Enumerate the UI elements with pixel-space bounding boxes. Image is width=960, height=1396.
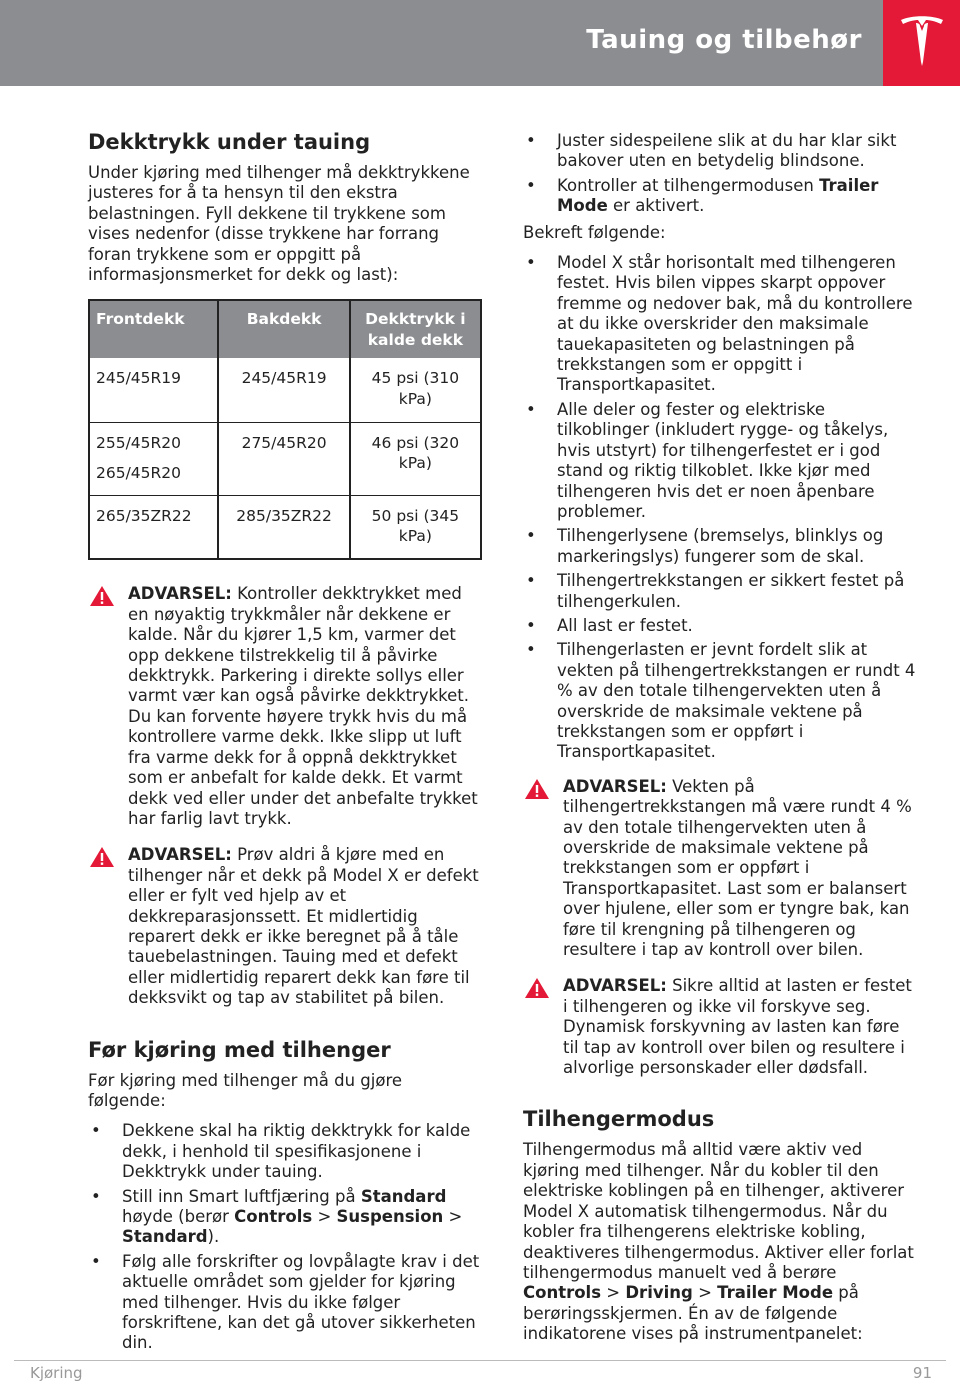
warning-block [88, 845, 484, 1008]
warning-text: Prøv aldri å kjøre med en tilhenger når et dekk på Model X er defekt eller er fylt ved hjelp av et dekkreparasjonssett. Et midlertidig reparert dekk er ikke beregnet på å tåle tauebelastningen. Tauing med et defekt eller midlertidig reparert dekk kan føre til dekksvikt og tap av stabilitet på bilen. [128, 845, 479, 1008]
list-item: • Følg alle forskrifter og lovpålagte krav i det aktuelle området som gjelder for kjøring med tilhenger. Hvis du ikke følger forskriftene, kan det gå utover sikkerheten din. [91, 1251, 480, 1353]
right-column [523, 131, 919, 1345]
left-column [88, 129, 484, 1358]
bullet-list [523, 131, 919, 217]
list-item: • Tilhengertrekkstangen er sikkert festet på tilhengerkulen. [526, 571, 905, 611]
table-cell-front-line2: 265/45R20 [96, 464, 182, 483]
warning-label: ADVARSEL: [128, 845, 232, 865]
intro-paragraph: Før kjøring med tilhenger må du gjøre følgende: [88, 1070, 403, 1110]
footer-divider [14, 1360, 946, 1361]
warning-label: ADVARSEL: [563, 776, 667, 796]
warning-label: ADVARSEL: [563, 976, 667, 996]
table-cell-front: 265/35ZR22 [89, 495, 218, 559]
list-item: • Model X står horisontalt med tilhengeren festet. Hvis bilen vippes skarpt oppover fremme og nedover bak, må du kontrollere at du ikke overskrider den maksimale tauekapasiteten og belastningen på trekkstangen som er oppgitt i Transportkapasitet. [526, 253, 913, 395]
tire-pressure-table [88, 299, 482, 560]
list-item: • All last er festet. [526, 615, 693, 635]
warning-text: Kontroller dekktrykket med en nøyaktig trykkmåler når dekkene er kalde. Når du kjører 1,5 km, varmer det opp dekkene tilstrekkelig til å påvirke dekktrykk. Parkering i direkte sollys eller varmt vær kan også påvirke dekktrykket. Du kan forvente høyere trykk hvis du må kontrollere varme dekk. Ikke slipp ut luft fra varme dekk for å oppnå dekktrykket som er anbefalt for kalde dekk. Et varmt dekk ved eller under det anbefalte trykket har farlig lavt trykk. [128, 584, 478, 828]
list-item: • Alle deler og fester og elektriske tilkoblinger (inkludert rygge- og tåkelys, hvis utstyrt) for tilhengerfestet er i god stand og riktig tilkoblet. Ikke kjør med tilhengeren hvis det er noen åpenbare problemer. [526, 399, 889, 521]
table-cell-rear: 245/45R19 [218, 358, 349, 422]
trailer-mode-paragraph: Tilhengermodus må alltid være aktiv ved kjøring med tilhenger. Når du kobler til den elektriske koblingen på en tilhenger, aktiverer Model X automatisk tilhengermodus. Når du kobler fra tilhengerens elektriske kobling, deaktiveres tilhengermodus. Aktiver eller forlat tilhengermodus manuelt ved å berøre Controls > Driving > Trailer Mode på berøringsskjermen. Én av de følgende indikatorene vises på instrumentpanelet: [523, 1140, 914, 1344]
table-header-rear: Bakdekk [218, 300, 349, 358]
table-cell-front-line1: 255/45R20 [96, 433, 182, 452]
footer-section: Kjøring [30, 1364, 83, 1382]
section-heading: Før kjøring med tilhenger [88, 1037, 391, 1062]
intro-paragraph: Under kjøring med tilhenger må dekktrykkene justeres for å ta hensyn til den ekstra belastningen. Fyll dekkene til trykkene som vises nedenfor (disse trykkene har forrang foran trykkene som er oppgitt på informasjonsmerket for dekk og last): [88, 163, 470, 285]
header-bar [0, 0, 960, 86]
table-cell-front: 245/45R19 [89, 358, 218, 422]
list-item: • Juster sidespeilene slik at du har klar sikt bakover uten en betydelig blindsone. [526, 131, 897, 171]
tesla-logo-icon [899, 14, 945, 70]
warning-text: Sikre alltid at lasten er festet i tilhengeren og ikke vil forskyve seg. Dynamisk forskyvning av lasten kan føre til tap av kontroll over bilen og resultere i alvorlige personskader eller dødsfall. [563, 976, 912, 1078]
warning-triangle-icon [524, 977, 550, 999]
confirm-text: Bekreft følgende: [523, 222, 666, 242]
page-title: Tauing og tilbehør [586, 25, 862, 55]
table-cell-pressure: 46 psi (320 kPa) [350, 422, 481, 495]
bullet-list [523, 253, 919, 763]
warning-text: Vekten på tilhengertrekkstangen må være rundt 4 % av den totale tilhengervekten uten å overskride de maksimale vektene på trekkstangen som er oppført i Transportkapasitet. Last som er balansert over hjulene, eller som er tyngre bak, kan føre til krengning på tilhengeren og resultere i tap av kontroll over bilen. [563, 776, 912, 960]
section-heading: Tilhengermodus [523, 1107, 715, 1132]
section-heading: Dekktrykk under tauing [88, 130, 371, 154]
table-header-row [89, 300, 481, 358]
table-cell-rear: 275/45R20 [218, 422, 349, 495]
warning-triangle-icon [524, 778, 550, 800]
table-cell-pressure: 50 psi (345 kPa) [350, 495, 481, 559]
table-cell-rear: 285/35ZR22 [218, 495, 349, 559]
table-row [89, 358, 481, 422]
table-cell-front [89, 422, 218, 495]
warning-triangle-icon [89, 585, 115, 607]
bullet-list [88, 1121, 484, 1353]
warning-block [523, 976, 919, 1078]
list-item: • Tilhengerlysene (bremselys, blinklys og markeringslys) fungerer som de skal. [526, 526, 884, 566]
list-item: • Tilhengerlasten er jevnt fordelt slik at vekten på tilhengertrekkstangen er rundt 4 % av den totale tilhengervekten uten å overskride de maksimale vektene på trekkstangen som er oppført i Transportkapasitet. [526, 640, 916, 762]
table-row [89, 495, 481, 559]
list-item: • Dekkene skal ha riktig dekktrykk for kalde dekk, i henhold til spesifikasjonene i Dekktrykk under tauing. [91, 1121, 471, 1182]
table-row [89, 422, 481, 495]
page-number: 91 [912, 1364, 932, 1382]
table-cell-pressure: 45 psi (310 kPa) [350, 358, 481, 422]
warning-triangle-icon [89, 846, 115, 868]
list-item: • Kontroller at tilhengermodusen Trailer Mode er aktivert. [526, 175, 879, 216]
tesla-logo [883, 0, 960, 86]
warning-label: ADVARSEL: [128, 584, 232, 604]
table-header-pressure: Dekktrykk i kalde dekk [350, 300, 481, 358]
warning-block [88, 584, 484, 829]
table-header-front: Frontdekk [89, 300, 218, 358]
warning-block [523, 777, 919, 961]
list-item: • Still inn Smart luftfjæring på Standard høyde (berør Controls > Suspension > Standard). [91, 1186, 463, 1247]
